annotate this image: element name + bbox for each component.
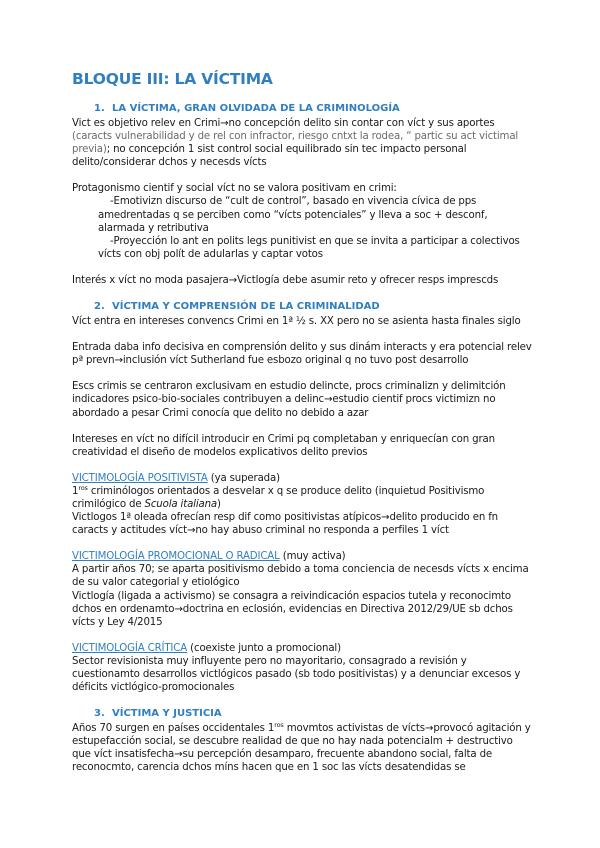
section-heading-2 xyxy=(94,300,534,313)
section-heading-3 xyxy=(94,707,534,720)
text-run: Años 70 surgen en países occidentales 1 xyxy=(72,723,275,735)
text-run: ; no concepción 1 sist control social equilibrado sin tec impacto personal delito/considerar dchos y necesds vícts xyxy=(72,144,467,169)
paragraph: Victlogía (ligada a activismo) se consagra a reivindicación espacios tutela y reconocimto dchos en ordenamto→doctrina en eclosión, evidencias en Directiva 2012/29/UE sb dchos vícts y Ley 4/2015 xyxy=(72,590,513,628)
section-title: VÍCTIMA Y COMPRENSIÓN DE LA CRIMINALIDAD xyxy=(112,301,380,313)
section-title: LA VÍCTIMA, GRAN OLVIDADA DE LA CRIMINOLOGÍA xyxy=(112,103,400,114)
paragraph: A partir años 70; se aparta positivismo debido a toma conciencia de necesds vícts x encima de su valor categorial y etiológico xyxy=(72,564,529,589)
section-heading-1 xyxy=(94,102,534,115)
muted-text-run: (caracts vulnerabilidad y de rel con infractor, riesgo cntxt la rodea, “ partic su act victimal previa) xyxy=(72,131,519,156)
subsection-note: (coexiste junto a promocional) xyxy=(187,642,341,654)
victimologia-critica-link[interactable]: VICTIMOLOGÍA CRÍTICA xyxy=(72,642,188,654)
section-title: VÍCTIMA Y JUSTICIA xyxy=(112,708,222,720)
subsection-heading xyxy=(72,550,534,563)
document-page xyxy=(72,70,534,775)
section-number: 2. xyxy=(94,301,105,313)
subsection-note: (ya superada) xyxy=(207,472,280,484)
paragraph: Protagonismo cientif y social víct no se valora positivam en crimi: xyxy=(72,183,397,195)
paragraph xyxy=(72,722,534,774)
superscript: ros xyxy=(78,483,88,492)
text-run: criminólogos orientados a desvelar x q se produce delito (inquietud Positivismo crimilógico de xyxy=(72,485,485,510)
subsection-heading xyxy=(72,642,534,655)
paragraph-indented: -Emotivizn discurso de “cult de control”, basado en vivencia cívica de pps amedrentadas q se perciben como “vícts potenciales” y lleva a soc + desconf, alarmada y retributiva xyxy=(98,196,488,234)
paragraph: Interés x víct no moda pasajera→Victlogía debe asumir reto y ofrecer resps imprescds xyxy=(72,274,499,286)
paragraph: Entrada daba info decisiva en comprensión delito y sus dinám interacts y era potencial relev pª prevn→inclusión víct Sutherland fue esbozo original q no tuvo post desarrollo xyxy=(72,342,532,367)
text-run: ) xyxy=(217,498,221,510)
section-number: 1. xyxy=(94,103,105,114)
victimologia-positivista-link[interactable]: VICTIMOLOGÍA POSITIVISTA xyxy=(72,472,208,484)
paragraph: Sector revisionista muy influyente pero no mayoritario, consagrado a revisión y cuestionamto desarrollos victlógicos pasado (sb todo positivistas) y a denunciar excesos y déficits victlógico-promocionales xyxy=(72,655,521,694)
page-title: BLOQUE III: LA VÍCTIMA xyxy=(72,70,273,88)
subsection-note: (muy activa) xyxy=(279,551,346,563)
section-number: 3. xyxy=(94,708,105,720)
superscript: ros xyxy=(274,721,284,730)
text-run: movmtos activistas de vícts→provocó agitación y estupefacción social, se descubre realidad de que no hay nada potencialm + destructivo que víct insatisfecha→su percepción desamparo, frecuente abandono social, falta de reconocmto, carencia dchos míns hacen que en 1 soc las vícts desatendidas se xyxy=(72,723,531,774)
italic-text: Scuola italiana xyxy=(144,498,218,510)
paragraph: Víct entra en intereses convencs Crimi en 1ª ½ s. XX pero no se asienta hasta finales siglo xyxy=(72,316,521,328)
paragraph xyxy=(72,117,534,169)
subsection-heading xyxy=(72,472,534,485)
text-run: Vict es objetivo relev en Crimi→no concepción delito sin contar con víct y sus aportes xyxy=(72,118,495,129)
paragraph xyxy=(72,485,534,511)
paragraph: Victlogos 1ª oleada ofrecían resp dif como positivistas atípicos→delito producido en fn caracts y actitudes víct→no hay abuso criminal no responda a perfiles 1 víct xyxy=(72,512,498,537)
text-run: 1 xyxy=(72,485,79,497)
paragraph-indented: -Proyección lo ant en polits legs punitivist en que se invita a participar a colectivos vícts con obj polít de adularlas y captar votos xyxy=(98,235,520,260)
paragraph: Intereses en víct no difícil introducir en Crimi pq completaban y enriquecían con gran creatividad el diseño de modelos explicativos delito previos xyxy=(72,433,495,458)
paragraph: Escs crimis se centraron exclusivam en estudio delincte, procs criminalizn y delimitción indicadores psico-bio-sociales contribuyen a delinc→estudio cientif procs victimizn no abordado a pesar Crimi conocía que delito no debido a azar xyxy=(72,381,506,419)
victimologia-promocional-link[interactable]: VICTIMOLOGÍA PROMOCIONAL O RADICAL xyxy=(72,551,280,563)
